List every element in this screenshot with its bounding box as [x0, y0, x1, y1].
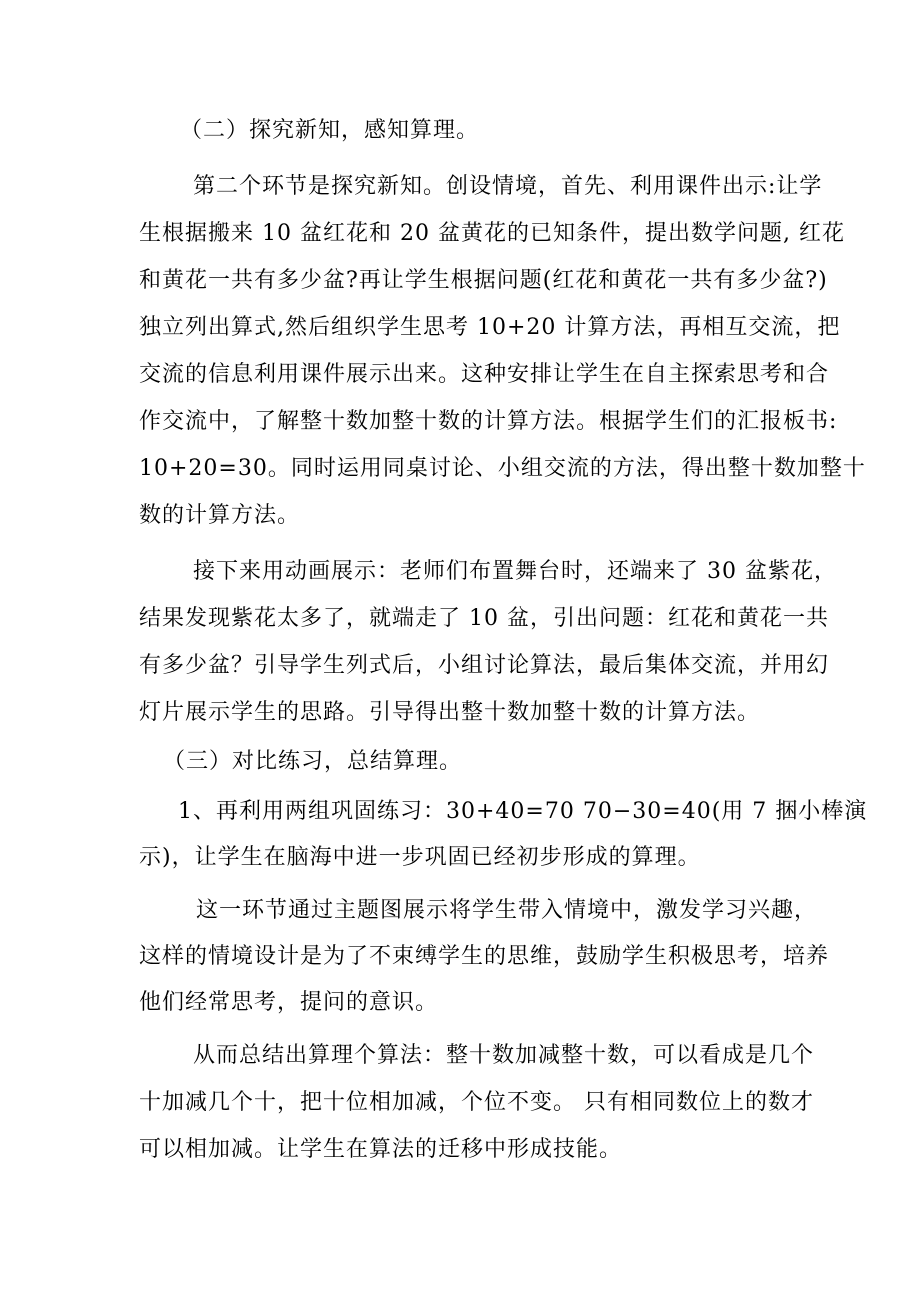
paragraph-1-line-2: 生根据搬来 10 盆红花和 20 盆黄花的已知条件，提出数学问题, 红花 — [139, 221, 845, 246]
section-heading-3: （三）对比练习，总结算理。 — [163, 749, 463, 774]
paragraph-1-line-4: 独立列出算式,然后组织学生思考 10+20 计算方法，再相互交流，把 — [139, 315, 841, 340]
paragraph-3-line-1: 1、再利用两组巩固练习：30+40=70 70−30=40(用 7 捆小棒演 — [178, 799, 868, 824]
paragraph-2-line-1: 接下来用动画展示：老师们布置舞台时，还端来了 30 盆紫花， — [193, 559, 837, 584]
paragraph-2-line-4: 灯片展示学生的思路。引导得出整十数加整十数的计算方法。 — [139, 700, 761, 725]
paragraph-2-line-2: 结果发现紫花太多了，就端走了 10 盆，引出问题：红花和黄花一共 — [139, 606, 829, 631]
paragraph-2-line-3: 有多少盆？引导学生列式后，小组讨论算法，最后集体交流，并用幻 — [139, 653, 830, 678]
paragraph-1-line-7: 10+20=30。同时运用同桌讨论、小组交流的方法，得出整十数加整十 — [139, 456, 866, 481]
section-heading-2: （二）探究新知，感知算理。 — [180, 118, 480, 143]
paragraph-5-line-3: 可以相加减。让学生在算法的迁移中形成技能。 — [139, 1137, 623, 1162]
paragraph-1-line-1: 第二个环节是探究新知。创设情境，首先、利用课件出示:让学 — [193, 174, 823, 199]
paragraph-1-line-8: 数的计算方法。 — [139, 503, 301, 528]
paragraph-4-line-2: 这样的情境设计是为了不束缚学生的思维，鼓励学生积极思考，培养 — [139, 944, 830, 969]
paragraph-4-line-1: 这一环节通过主题图展示将学生带入情境中，激发学习兴趣， — [196, 898, 818, 923]
paragraph-5-line-1: 从而总结出算理个算法：整十数加减整十数，可以看成是几个 — [193, 1043, 815, 1068]
paragraph-5-line-2: 十加减几个十，把十位相加减，个位不变。 只有相同数位上的数才 — [139, 1090, 814, 1115]
paragraph-1-line-6: 作交流中，了解整十数加整十数的计算方法。根据学生们的汇报板书: — [139, 409, 838, 434]
paragraph-3-line-2: 示)，让学生在脑海中进一步巩固已经初步形成的算理。 — [139, 845, 701, 870]
paragraph-4-line-3: 他们经常思考，提问的意识。 — [139, 990, 439, 1015]
paragraph-1-line-5: 交流的信息利用课件展示出来。这种安排让学生在自主探索思考和合 — [139, 362, 830, 387]
paragraph-1-line-3: 和黄花一共有多少盆?再让学生根据问题(红花和黄花一共有多少盆?) — [139, 268, 828, 293]
